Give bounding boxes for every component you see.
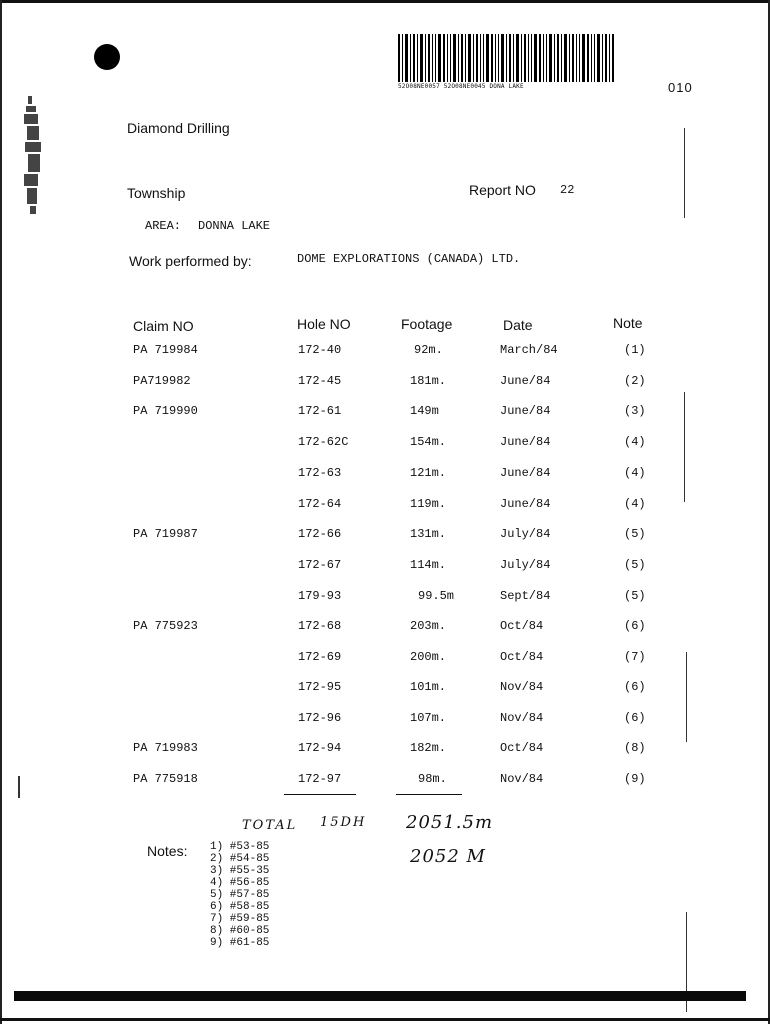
date-cell: Oct/84 bbox=[500, 650, 544, 664]
footage-cell: 131m. bbox=[410, 527, 447, 541]
list-item: 5) #57-85 bbox=[210, 889, 270, 901]
township-label: Township bbox=[127, 185, 186, 201]
footage-cell: 181m. bbox=[410, 374, 447, 388]
footage-cell: 182m. bbox=[410, 741, 447, 755]
table-row bbox=[0, 619, 770, 637]
note-cell: (6) bbox=[624, 711, 646, 725]
table-row bbox=[0, 650, 770, 668]
hole-cell: 179-93 bbox=[298, 589, 342, 603]
table-row bbox=[0, 558, 770, 576]
date-cell: June/84 bbox=[500, 466, 551, 480]
date-cell: Oct/84 bbox=[500, 741, 544, 755]
claim-cell: PA 719987 bbox=[133, 527, 198, 541]
page-number: 010 bbox=[668, 80, 693, 95]
work-performed-label: Work performed by: bbox=[129, 253, 252, 269]
note-cell: (6) bbox=[624, 680, 646, 694]
table-row bbox=[0, 374, 770, 392]
footage-cell: 107m. bbox=[410, 711, 447, 725]
table-row bbox=[0, 772, 770, 790]
note-cell: (6) bbox=[624, 619, 646, 633]
scan-bottom-bar bbox=[14, 991, 746, 1001]
list-item: 3) #55-35 bbox=[210, 865, 270, 877]
area-value: DONNA LAKE bbox=[198, 219, 271, 233]
total-footage-rounded: 2052 M bbox=[410, 846, 486, 867]
hole-cell: 172-96 bbox=[298, 711, 342, 725]
date-cell: June/84 bbox=[500, 435, 551, 449]
list-item: 2) #54-85 bbox=[210, 853, 270, 865]
scan-smudge-mark bbox=[18, 96, 48, 216]
punch-hole-mark bbox=[94, 44, 120, 70]
hole-cell: 172-67 bbox=[298, 558, 342, 572]
document-title: Diamond Drilling bbox=[127, 120, 230, 136]
area-label: AREA: bbox=[145, 219, 182, 233]
column-header-footage: Footage bbox=[401, 316, 453, 332]
column-header-date: Date bbox=[503, 317, 533, 333]
footage-cell: 154m. bbox=[410, 435, 447, 449]
hole-cell: 172-94 bbox=[298, 741, 342, 755]
list-item: 1) #53-85 bbox=[210, 841, 270, 853]
claim-cell: PA 775923 bbox=[133, 619, 198, 633]
report-number-value: 22 bbox=[560, 183, 575, 197]
note-cell: (7) bbox=[624, 650, 646, 664]
notes-label: Notes: bbox=[147, 843, 188, 859]
report-number-label: Report NO bbox=[469, 182, 536, 198]
date-cell: July/84 bbox=[500, 558, 551, 572]
claim-cell: PA 719983 bbox=[133, 741, 198, 755]
table-row bbox=[0, 527, 770, 545]
footage-cell: 101m. bbox=[410, 680, 447, 694]
footage-cell: 114m. bbox=[410, 558, 447, 572]
note-cell: (8) bbox=[624, 741, 646, 755]
hole-cell: 172-40 bbox=[298, 343, 342, 357]
date-cell: March/84 bbox=[500, 343, 558, 357]
scan-margin-line bbox=[686, 652, 687, 742]
hole-cell: 172-66 bbox=[298, 527, 342, 541]
note-cell: (5) bbox=[624, 558, 646, 572]
date-cell: Nov/84 bbox=[500, 680, 544, 694]
table-row bbox=[0, 711, 770, 729]
total-label: TOTAL bbox=[242, 818, 298, 833]
note-cell: (5) bbox=[624, 527, 646, 541]
note-cell: (9) bbox=[624, 772, 646, 786]
hole-cell: 172-69 bbox=[298, 650, 342, 664]
date-cell: Oct/84 bbox=[500, 619, 544, 633]
date-cell: June/84 bbox=[500, 497, 551, 511]
claim-cell: PA719982 bbox=[133, 374, 191, 388]
column-header-claim: Claim NO bbox=[133, 318, 194, 334]
note-cell: (5) bbox=[624, 589, 646, 603]
hole-cell: 172-63 bbox=[298, 466, 342, 480]
table-row bbox=[0, 497, 770, 515]
footage-cell: 121m. bbox=[410, 466, 447, 480]
hole-cell: 172-97 bbox=[298, 772, 342, 786]
table-row bbox=[0, 741, 770, 759]
footage-cell: 99.5m bbox=[418, 589, 455, 603]
list-item: 8) #60-85 bbox=[210, 925, 270, 937]
scan-margin-line bbox=[684, 128, 685, 218]
date-cell: July/84 bbox=[500, 527, 551, 541]
hole-cell: 172-61 bbox=[298, 404, 342, 418]
barcode-image bbox=[398, 34, 614, 82]
hole-cell: 172-95 bbox=[298, 680, 342, 694]
note-cell: (1) bbox=[624, 343, 646, 357]
list-item: 6) #58-85 bbox=[210, 901, 270, 913]
list-item: 4) #56-85 bbox=[210, 877, 270, 889]
footage-cell: 203m. bbox=[410, 619, 447, 633]
footage-cell: 92m. bbox=[414, 343, 443, 357]
column-header-note: Note bbox=[613, 315, 643, 331]
footage-column-underline bbox=[396, 794, 462, 795]
table-row bbox=[0, 404, 770, 422]
column-header-hole: Hole NO bbox=[297, 316, 351, 332]
table-row bbox=[0, 680, 770, 698]
notes-list bbox=[210, 841, 269, 949]
hole-cell: 172-64 bbox=[298, 497, 342, 511]
total-footage-sum: 2051.5m bbox=[406, 812, 494, 833]
footage-cell: 119m. bbox=[410, 497, 447, 511]
hole-cell: 172-45 bbox=[298, 374, 342, 388]
claim-cell: PA 719984 bbox=[133, 343, 198, 357]
hole-cell: 172-62C bbox=[298, 435, 349, 449]
work-performed-value: DOME EXPLORATIONS (CANADA) LTD. bbox=[297, 252, 521, 266]
date-cell: Nov/84 bbox=[500, 711, 544, 725]
table-row bbox=[0, 589, 770, 607]
hole-cell: 172-68 bbox=[298, 619, 342, 633]
date-cell: June/84 bbox=[500, 374, 551, 388]
claim-cell: PA 719990 bbox=[133, 404, 198, 418]
list-item: 9) #61-85 bbox=[210, 937, 270, 949]
table-row bbox=[0, 435, 770, 453]
table-row bbox=[0, 343, 770, 361]
note-cell: (4) bbox=[624, 497, 646, 511]
note-cell: (4) bbox=[624, 435, 646, 449]
footage-cell: 98m. bbox=[418, 772, 447, 786]
bottom-border bbox=[0, 1018, 770, 1021]
list-item: 7) #59-85 bbox=[210, 913, 270, 925]
barcode-caption: 52O08NE0057 52O08NE0045 DONA LAKE bbox=[398, 83, 524, 90]
note-cell: (2) bbox=[624, 374, 646, 388]
footage-cell: 149m bbox=[410, 404, 439, 418]
note-cell: (4) bbox=[624, 466, 646, 480]
date-cell: Nov/84 bbox=[500, 772, 544, 786]
table-row bbox=[0, 466, 770, 484]
claim-cell: PA 775918 bbox=[133, 772, 198, 786]
top-border bbox=[0, 0, 770, 3]
footage-cell: 200m. bbox=[410, 650, 447, 664]
date-cell: Sept/84 bbox=[500, 589, 551, 603]
total-holes: 15DH bbox=[320, 815, 367, 830]
note-cell: (3) bbox=[624, 404, 646, 418]
scan-margin-line bbox=[684, 392, 685, 502]
date-cell: June/84 bbox=[500, 404, 551, 418]
hole-column-underline bbox=[284, 794, 356, 795]
scan-margin-line bbox=[18, 776, 20, 798]
